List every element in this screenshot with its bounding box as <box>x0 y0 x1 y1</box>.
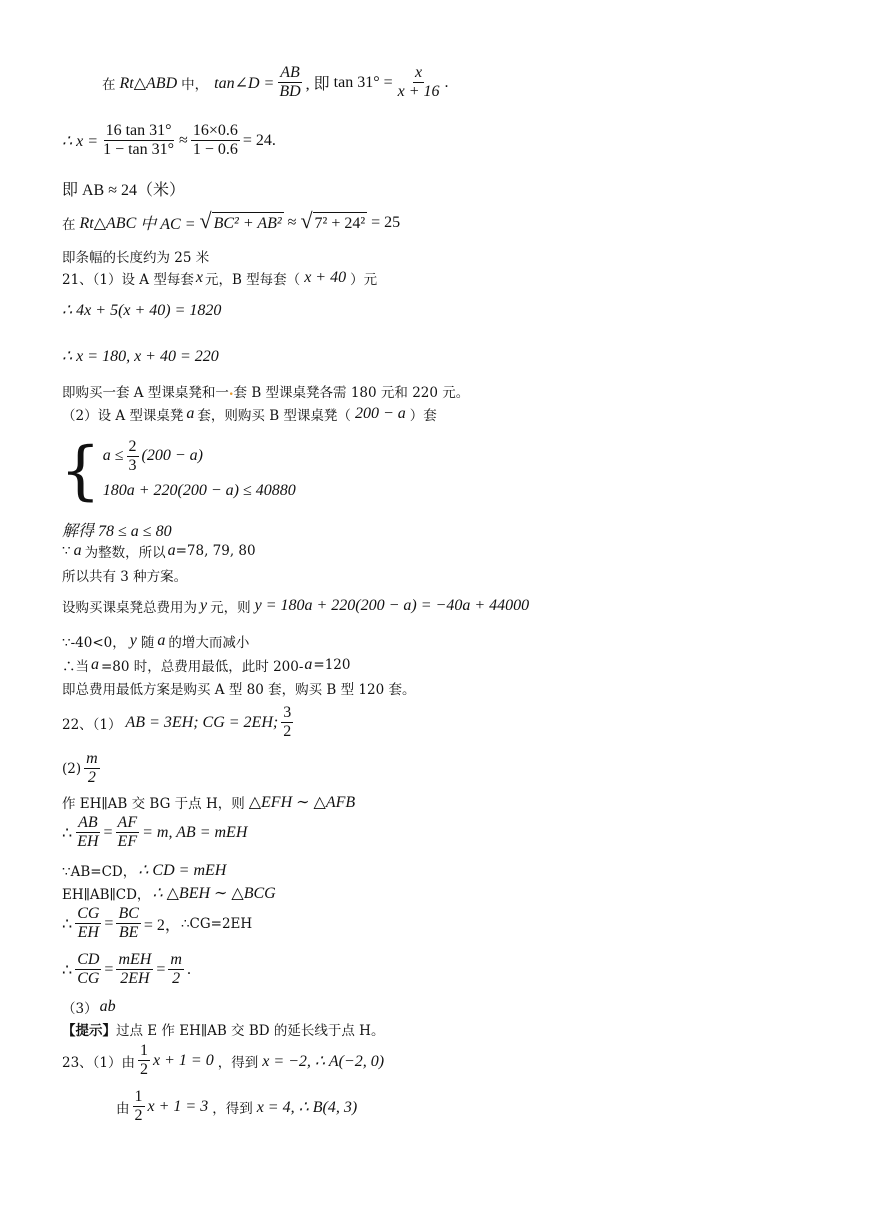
sqrt-part: BC² + AB² <box>212 212 284 235</box>
text: EH∥AB∥CD， <box>62 887 151 903</box>
text: （3） <box>62 1001 98 1017</box>
text: =80 时，总费用最低，此时 200- <box>101 659 304 675</box>
line-10 <box>62 404 437 424</box>
text: 作 EH∥AB 交 BG 于点 H，则 <box>62 796 245 812</box>
math: ∴ x = <box>62 132 99 150</box>
text: 23、（1）由 <box>62 1054 136 1071</box>
fraction-part: m <box>86 750 98 767</box>
math: x = 4, ∴ B(4, 3) <box>256 1098 358 1116</box>
fraction-part: BE <box>118 924 139 941</box>
text: 元，则 <box>210 600 251 616</box>
line-30 <box>116 1088 357 1125</box>
fraction-part: 2 <box>87 769 96 786</box>
fraction-part: AB <box>78 814 98 831</box>
math: tan 31° = <box>333 73 393 91</box>
text: ，得到 <box>212 1100 253 1117</box>
text: 即购买一套 A 型课桌凳和一 <box>62 385 229 401</box>
sqrt-part: 7² + 24² <box>313 212 368 235</box>
line-22 <box>62 814 247 851</box>
fraction <box>168 951 184 988</box>
fraction-part: 2EH <box>120 970 150 987</box>
fraction-part: 2 <box>134 1107 143 1124</box>
math: ∴ x = 180, x + 40 = 220 <box>62 348 219 365</box>
math: △EFH ∼ △AFB <box>248 794 356 811</box>
text: 的增大而减小 <box>168 635 250 651</box>
fraction <box>75 814 100 851</box>
math: = <box>103 823 113 841</box>
text: （2）设 A 型课桌凳 <box>62 408 184 424</box>
fraction-part: x <box>415 64 423 81</box>
math: a <box>304 656 313 673</box>
text: ∴CG=2EH <box>180 915 253 932</box>
math: a <box>167 542 176 559</box>
math: y <box>129 632 137 649</box>
fraction <box>396 64 442 101</box>
math: = 25 <box>371 213 401 231</box>
math: 200 − a <box>354 405 406 422</box>
fraction <box>116 814 140 851</box>
math: = m, AB = mEH <box>142 823 248 841</box>
fraction-part: m <box>170 951 182 968</box>
line-18 <box>62 678 415 698</box>
fraction-part: BC <box>118 905 139 922</box>
fraction-part: x + 16 <box>397 83 440 100</box>
line-8 <box>62 346 219 366</box>
inequality-system: { a ≤ $\frac{2}{3}$ (200 − a) 180a + 220(200 − a) ≤ 40880 <box>60 434 296 508</box>
text: =120 <box>313 657 351 673</box>
fraction-part: 1 − tan 31° <box>103 141 175 158</box>
fraction <box>127 438 139 475</box>
fraction <box>75 905 101 942</box>
math: x + 1 = 0 <box>153 1051 214 1069</box>
text: (2) <box>62 760 82 777</box>
fraction-part: 3 <box>283 704 292 721</box>
line-20 <box>62 750 103 787</box>
fraction-part: CG <box>77 905 100 922</box>
line-14 <box>62 565 187 585</box>
fraction-part: BD <box>279 83 301 100</box>
math: ab <box>99 998 116 1015</box>
text: 为整数，所以 <box>84 545 166 561</box>
text: . <box>228 383 234 399</box>
text: 设购买课桌凳总费用为 <box>62 600 197 616</box>
math: = <box>156 960 166 978</box>
math: ∴ <box>62 824 73 842</box>
text: 在 <box>102 76 116 93</box>
line-25 <box>62 905 252 942</box>
line-27 <box>62 997 116 1017</box>
fraction-part: 3 <box>128 456 137 474</box>
math: x + 1 = 3 <box>147 1097 209 1115</box>
text: ∵AB=CD， <box>62 864 137 880</box>
line-17 <box>62 655 351 675</box>
line-24 <box>62 883 276 903</box>
fraction-part: CG <box>77 970 100 987</box>
text: 22、（1） <box>62 716 122 733</box>
line-1 <box>102 64 449 101</box>
math: = <box>104 960 114 978</box>
line-6 <box>62 268 377 288</box>
math: y <box>200 597 208 614</box>
fraction-part: 2 <box>283 723 292 740</box>
fraction-part: EH <box>77 833 99 850</box>
math: = <box>104 914 114 932</box>
fraction <box>138 1042 150 1079</box>
fraction-part: 2 <box>140 1061 149 1078</box>
math: Rt△ABD <box>119 74 178 92</box>
fraction <box>277 64 302 101</box>
math: . <box>186 960 191 978</box>
math: a <box>91 656 99 673</box>
fraction-part: AF <box>117 814 138 831</box>
math: y = 180a + 220(200 − a) = −40a + 44000 <box>254 597 530 614</box>
line-7 <box>62 300 221 320</box>
text: 过点 E 作 EH∥AB 交 BD 的延长线于点 H。 <box>116 1023 385 1039</box>
fraction <box>116 905 140 942</box>
text: ∵-40<0， <box>62 635 126 651</box>
text: ∵ <box>62 543 71 559</box>
fraction <box>84 750 100 787</box>
math: x + 40 <box>304 269 347 286</box>
fraction-part: 16 tan 31° <box>105 122 172 139</box>
sqrt-part: √ <box>300 208 313 233</box>
line-5 <box>62 246 209 266</box>
line-19 <box>62 704 296 741</box>
text: . <box>444 73 449 91</box>
text: ）套 <box>409 408 437 424</box>
fraction-part: CD <box>77 951 100 968</box>
math: x = −2, ∴ A(−2, 0) <box>262 1052 385 1070</box>
text: 即条幅的长度约为 25 米 <box>62 250 210 266</box>
math: a ≤ <box>102 447 124 464</box>
math: 180a + 220(200 − a) ≤ 40880 <box>102 482 296 499</box>
text: 即总费用最低方案是购买 A 型 80 套，购买 B 型 120 套。 <box>62 682 416 698</box>
math: x <box>195 269 203 286</box>
text: 套，则购买 B 型课桌凳（ <box>197 408 351 424</box>
text: 套 B 型课桌凳各需 180 元和 220 元。 <box>233 385 470 401</box>
math: = 2， <box>143 917 181 934</box>
math: ∴ <box>62 961 73 979</box>
math: = 24. <box>242 131 276 149</box>
fraction-part: mEH <box>118 951 152 968</box>
text: =78, 79, 80 <box>175 543 256 559</box>
fraction <box>101 122 176 159</box>
line-3 <box>62 177 185 200</box>
math: a <box>73 542 82 559</box>
text: 所以共有 3 种方案。 <box>62 569 188 585</box>
math: ∴ <box>62 915 73 933</box>
line-4 <box>62 210 400 235</box>
text: 即 AB ≈ 24（米） <box>62 182 186 199</box>
fraction <box>191 122 240 159</box>
fraction-part: 1 <box>134 1088 143 1105</box>
text: 随 <box>140 635 155 651</box>
line-12 <box>62 518 172 541</box>
math: ∴ △BEH ∼ △BCG <box>152 885 276 902</box>
fraction-part: EF <box>117 833 138 850</box>
math: Rt△ABC <box>79 214 137 232</box>
hint-tag: 【提示】 <box>62 1023 116 1039</box>
text: , 即 <box>305 76 330 93</box>
math: AB = 3EH; CG = 2EH; <box>125 713 279 731</box>
fraction-part: 16×0.6 <box>192 122 238 139</box>
fraction-part: 1 <box>140 1042 149 1059</box>
fraction <box>75 951 101 988</box>
text: ，得到 <box>217 1054 259 1071</box>
text: ∴当 <box>62 659 89 675</box>
math: tan∠D = <box>214 74 275 92</box>
math: 解得 78 ≤ a ≤ 80 <box>62 523 172 540</box>
math: 中 AC = <box>140 216 196 233</box>
math: ∴ 4x + 5(x + 40) = 1820 <box>62 302 222 319</box>
fraction-part: 2 <box>128 437 137 455</box>
fraction-part: EH <box>77 924 99 941</box>
text: 在 <box>62 216 76 233</box>
text: 元，B 型每套（ <box>204 272 301 288</box>
math: ∴ CD = mEH <box>138 862 227 879</box>
line-13 <box>62 541 256 561</box>
line-28 <box>62 1019 384 1039</box>
fraction-part: 2 <box>172 970 181 987</box>
math: (200 − a) <box>141 447 203 464</box>
fraction <box>116 951 153 988</box>
line-9 <box>62 381 469 401</box>
math: a <box>157 632 166 649</box>
sqrt-part: √ <box>199 208 212 233</box>
text: 21、（1）设 A 型每套 <box>62 272 194 288</box>
fraction-part: 1 − 0.6 <box>192 141 238 158</box>
text: 由 <box>116 1100 130 1117</box>
math: ≈ <box>287 213 297 231</box>
sqrt <box>200 210 284 235</box>
math: a <box>186 405 195 422</box>
text: 中， <box>181 76 209 93</box>
fraction-part: AB <box>280 64 300 81</box>
line-21 <box>62 792 355 812</box>
text: ）元 <box>350 272 378 288</box>
math: ≈ <box>179 131 188 149</box>
line-26 <box>62 951 191 988</box>
fraction <box>281 704 293 741</box>
line-2 <box>62 122 276 159</box>
line-29 <box>62 1042 384 1079</box>
fraction <box>133 1088 145 1125</box>
sqrt <box>300 210 367 235</box>
line-15 <box>62 596 529 616</box>
line-23 <box>62 860 226 880</box>
line-16 <box>62 631 249 651</box>
